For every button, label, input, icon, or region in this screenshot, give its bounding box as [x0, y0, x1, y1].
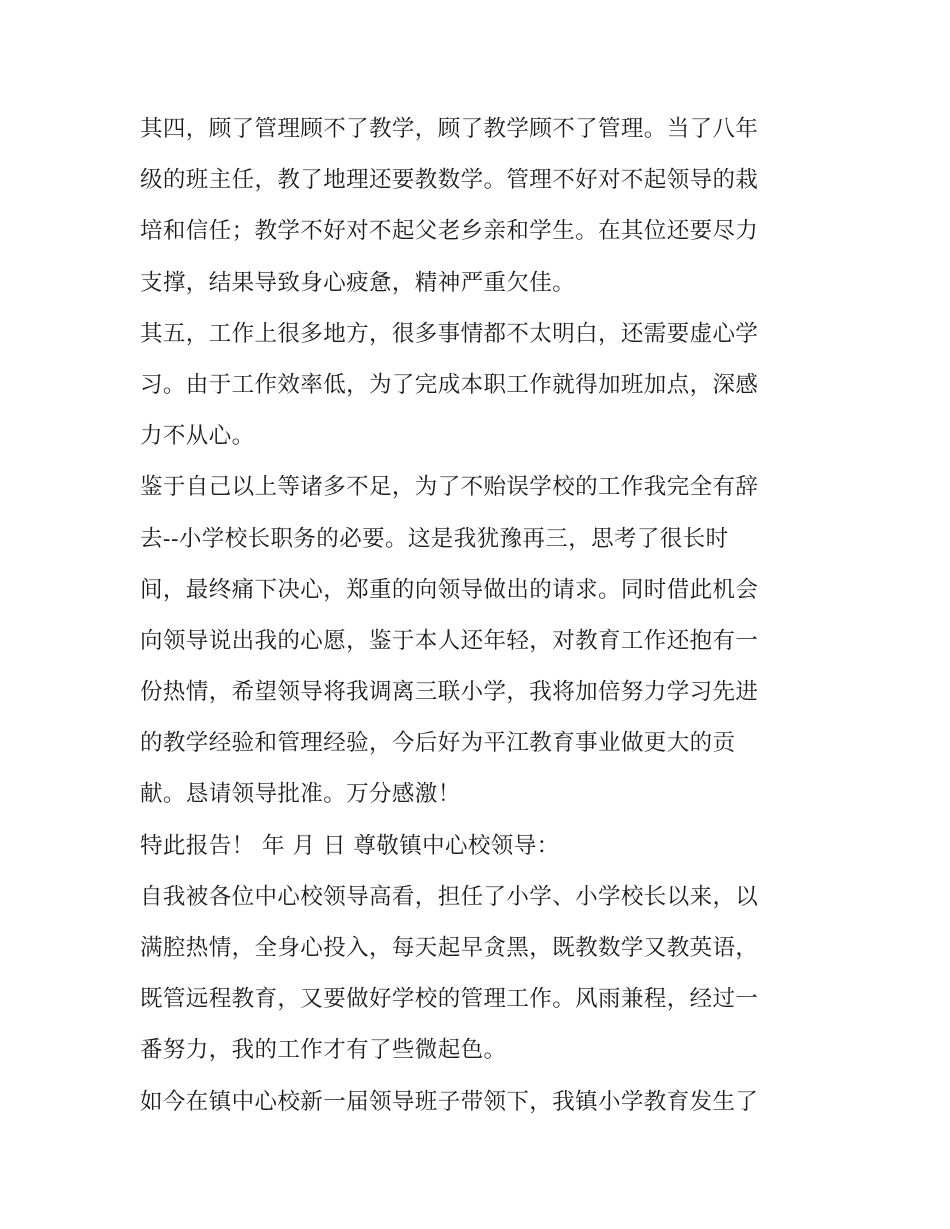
text-line: 满腔热情，全身心投入，每天起早贪黑，既教数学又教英语，	[140, 935, 759, 961]
text-line: 其四，顾了管理顾不了教学，顾了教学顾不了管理。当了八年	[140, 116, 759, 142]
text-line: 习。由于工作效率低，为了完成本职工作就得加班加点，深感	[140, 371, 759, 398]
text-line: 向领导说出我的心愿，鉴于本人还年轻，对教育工作还抱有一	[140, 627, 759, 654]
text-line: 力不从心。	[140, 423, 255, 450]
text-line: 份热情，希望领导将我调离三联小学，我将加倍努力学习先进	[140, 679, 759, 706]
text-line: 鉴于自己以上等诸多不足，为了不贻误学校的工作我完全有辞	[140, 474, 759, 501]
text-line: 去--小学校长职务的必要。这是我犹豫再三，思考了很长时	[140, 525, 729, 552]
text-line: 支撑，结果导致身心疲惫，精神严重欠佳。	[140, 269, 576, 296]
text-line: 番努力，我的工作才有了些微起色。	[140, 1037, 507, 1064]
text-line: 特此报告！ 年 月 日 尊敬镇中心校领导：	[140, 832, 560, 859]
text-line: 如今在镇中心校新一届领导班子带领下，我镇小学教育发生了	[140, 1088, 759, 1115]
text-line: 级的班主任，教了地理还要教数学。管理不好对不起领导的栽	[140, 167, 759, 194]
text-line: 培和信任；教学不好对不起父老乡亲和学生。在其位还要尽力	[140, 218, 759, 245]
text-line: 其五，工作上很多地方，很多事情都不太明白，还需要虚心学	[140, 320, 759, 347]
document-body	[140, 108, 820, 1132]
text-line: 自我被各位中心校领导高看，担任了小学、小学校长以来，以	[140, 883, 759, 910]
text-line: 献。恳请领导批准。万分感激！	[140, 781, 461, 808]
text-line: 既管远程教育，又要做好学校的管理工作。风雨兼程，经过一	[140, 986, 759, 1013]
text-line: 的教学经验和管理经验，今后好为平江教育事业做更大的贡	[140, 730, 736, 757]
text-line: 间，最终痛下决心，郑重的向领导做出的请求。同时借此机会	[140, 576, 759, 603]
